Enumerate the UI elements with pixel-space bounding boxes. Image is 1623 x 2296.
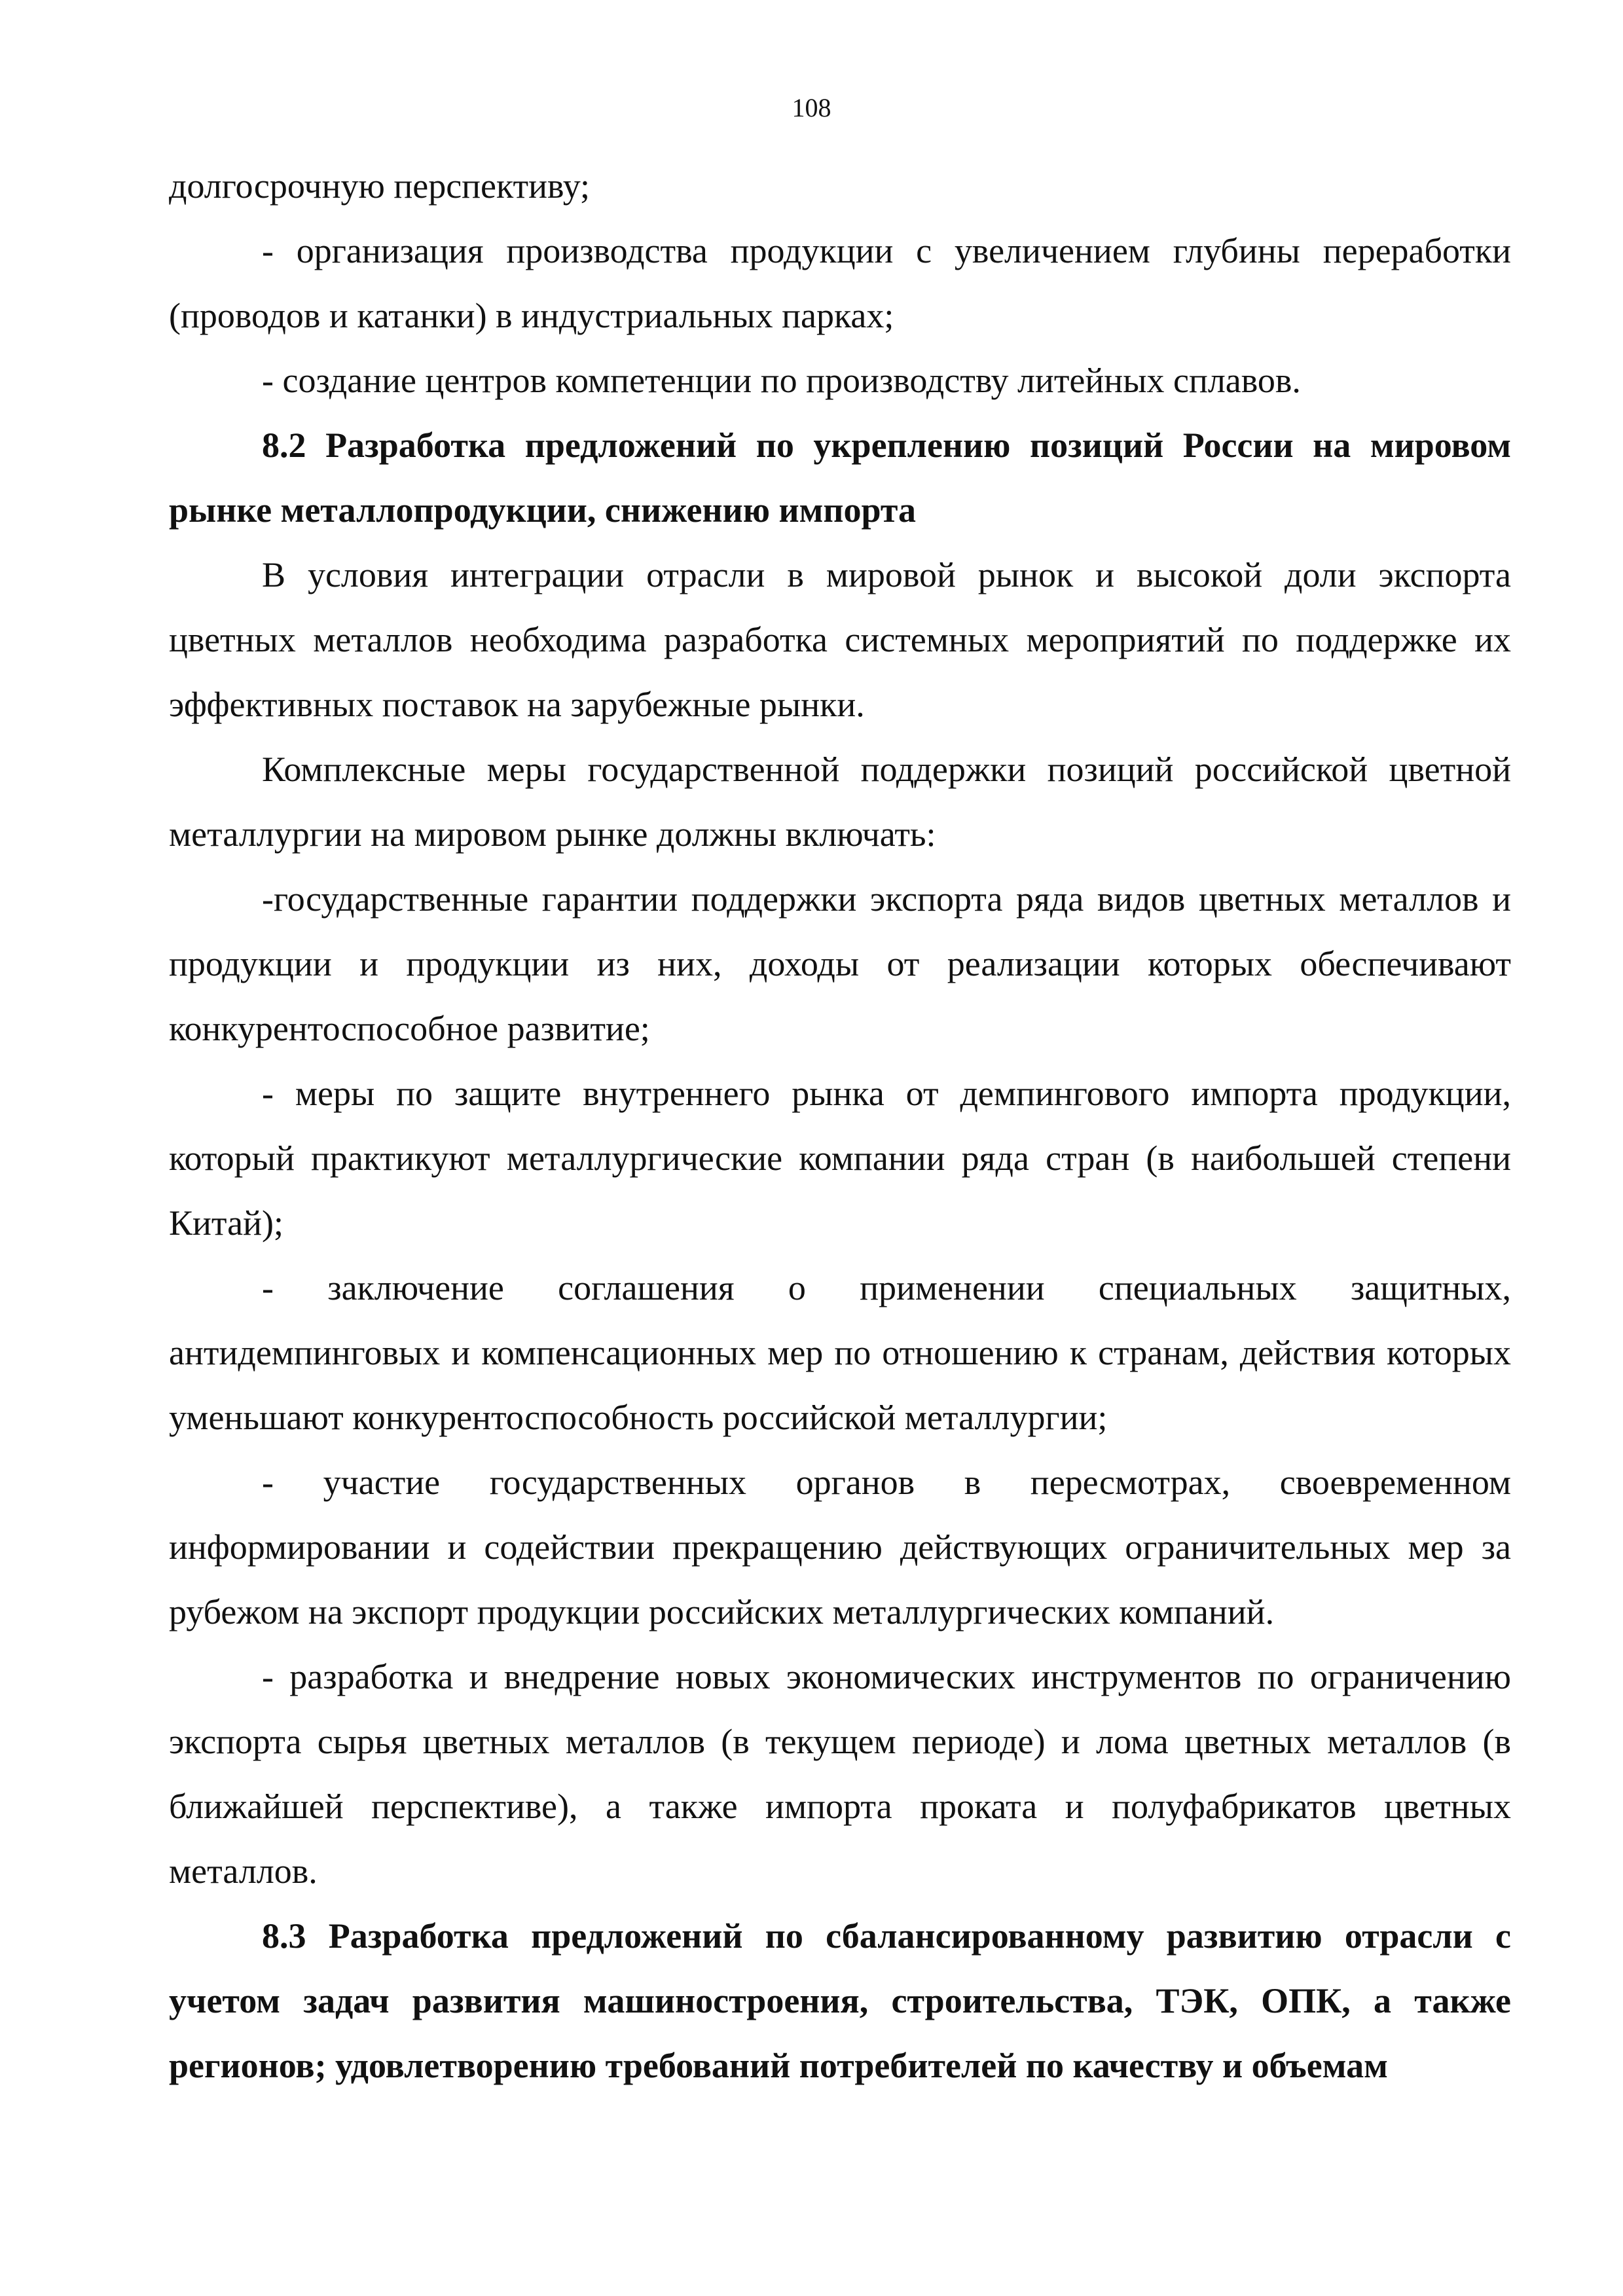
- list-item-state-participation: - участие государственных органов в пересмотрах, своевременном информировании и содействии прекращению действующих ограничительных мер за рубежом на экспорт продукции российских металлургических компаний.: [169, 1463, 1511, 1631]
- page-number: 108: [792, 93, 831, 122]
- list-item-competence-centers: - создание центров компетенции по производству литейных сплавов.: [262, 361, 1301, 400]
- list-item-agreements: - заключение соглашения о применении специальных защитных, антидемпинговых и компенсационных мер по отношению к странам, действия которых уменьшают конкурентоспособность российской металлургии;: [169, 1268, 1511, 1437]
- list-item-export-guarantees: -государственные гарантии поддержки экспорта ряда видов цветных металлов и продукции и продукции из них, доходы от реализации которых обеспечивают конкурентоспособное развитие;: [169, 879, 1511, 1048]
- paragraph-continuation: долгосрочную перспективу;: [169, 166, 590, 206]
- section-heading-8-3: 8.3 Разработка предложений по сбалансированному развитию отрасли с учетом задач развития машиностроения, строительства, ТЭК, ОПК, а также регионов; удовлетворению требований потребителей по качеству и объемам: [169, 1916, 1511, 2085]
- list-item-economic-instruments: - разработка и внедрение новых экономических инструментов по ограничению экспорта сырья цветных металлов (в текущем периоде) и лома цветных металлов (в ближайшей перспективе), а также импорта проката и полуфабрикатов цветных металлов.: [169, 1657, 1511, 1891]
- paragraph-integration: В условия интеграции отрасли в мировой рынок и высокой доли экспорта цветных металлов необходима разработка системных мероприятий по поддержке их эффективных поставок на зарубежные рынки.: [169, 555, 1511, 724]
- list-item-market-protection: - меры по защите внутреннего рынка от демпингового импорта продукции, который практикуют металлургические компании ряда стран (в наибольшей степени Китай);: [169, 1074, 1511, 1243]
- paragraph-measures-intro: Комплексные меры государственной поддержки позиций российской цветной металлургии на мировом рынке должны включать:: [169, 750, 1511, 854]
- page-body: [169, 154, 1511, 2098]
- list-item-industrial-parks: - организация производства продукции с увеличением глубины переработки (проводов и катанки) в индустриальных парках;: [169, 231, 1511, 335]
- section-heading-8-2: 8.2 Разработка предложений по укреплению позиций России на мировом рынке металлопродукции, снижению импорта: [169, 426, 1511, 530]
